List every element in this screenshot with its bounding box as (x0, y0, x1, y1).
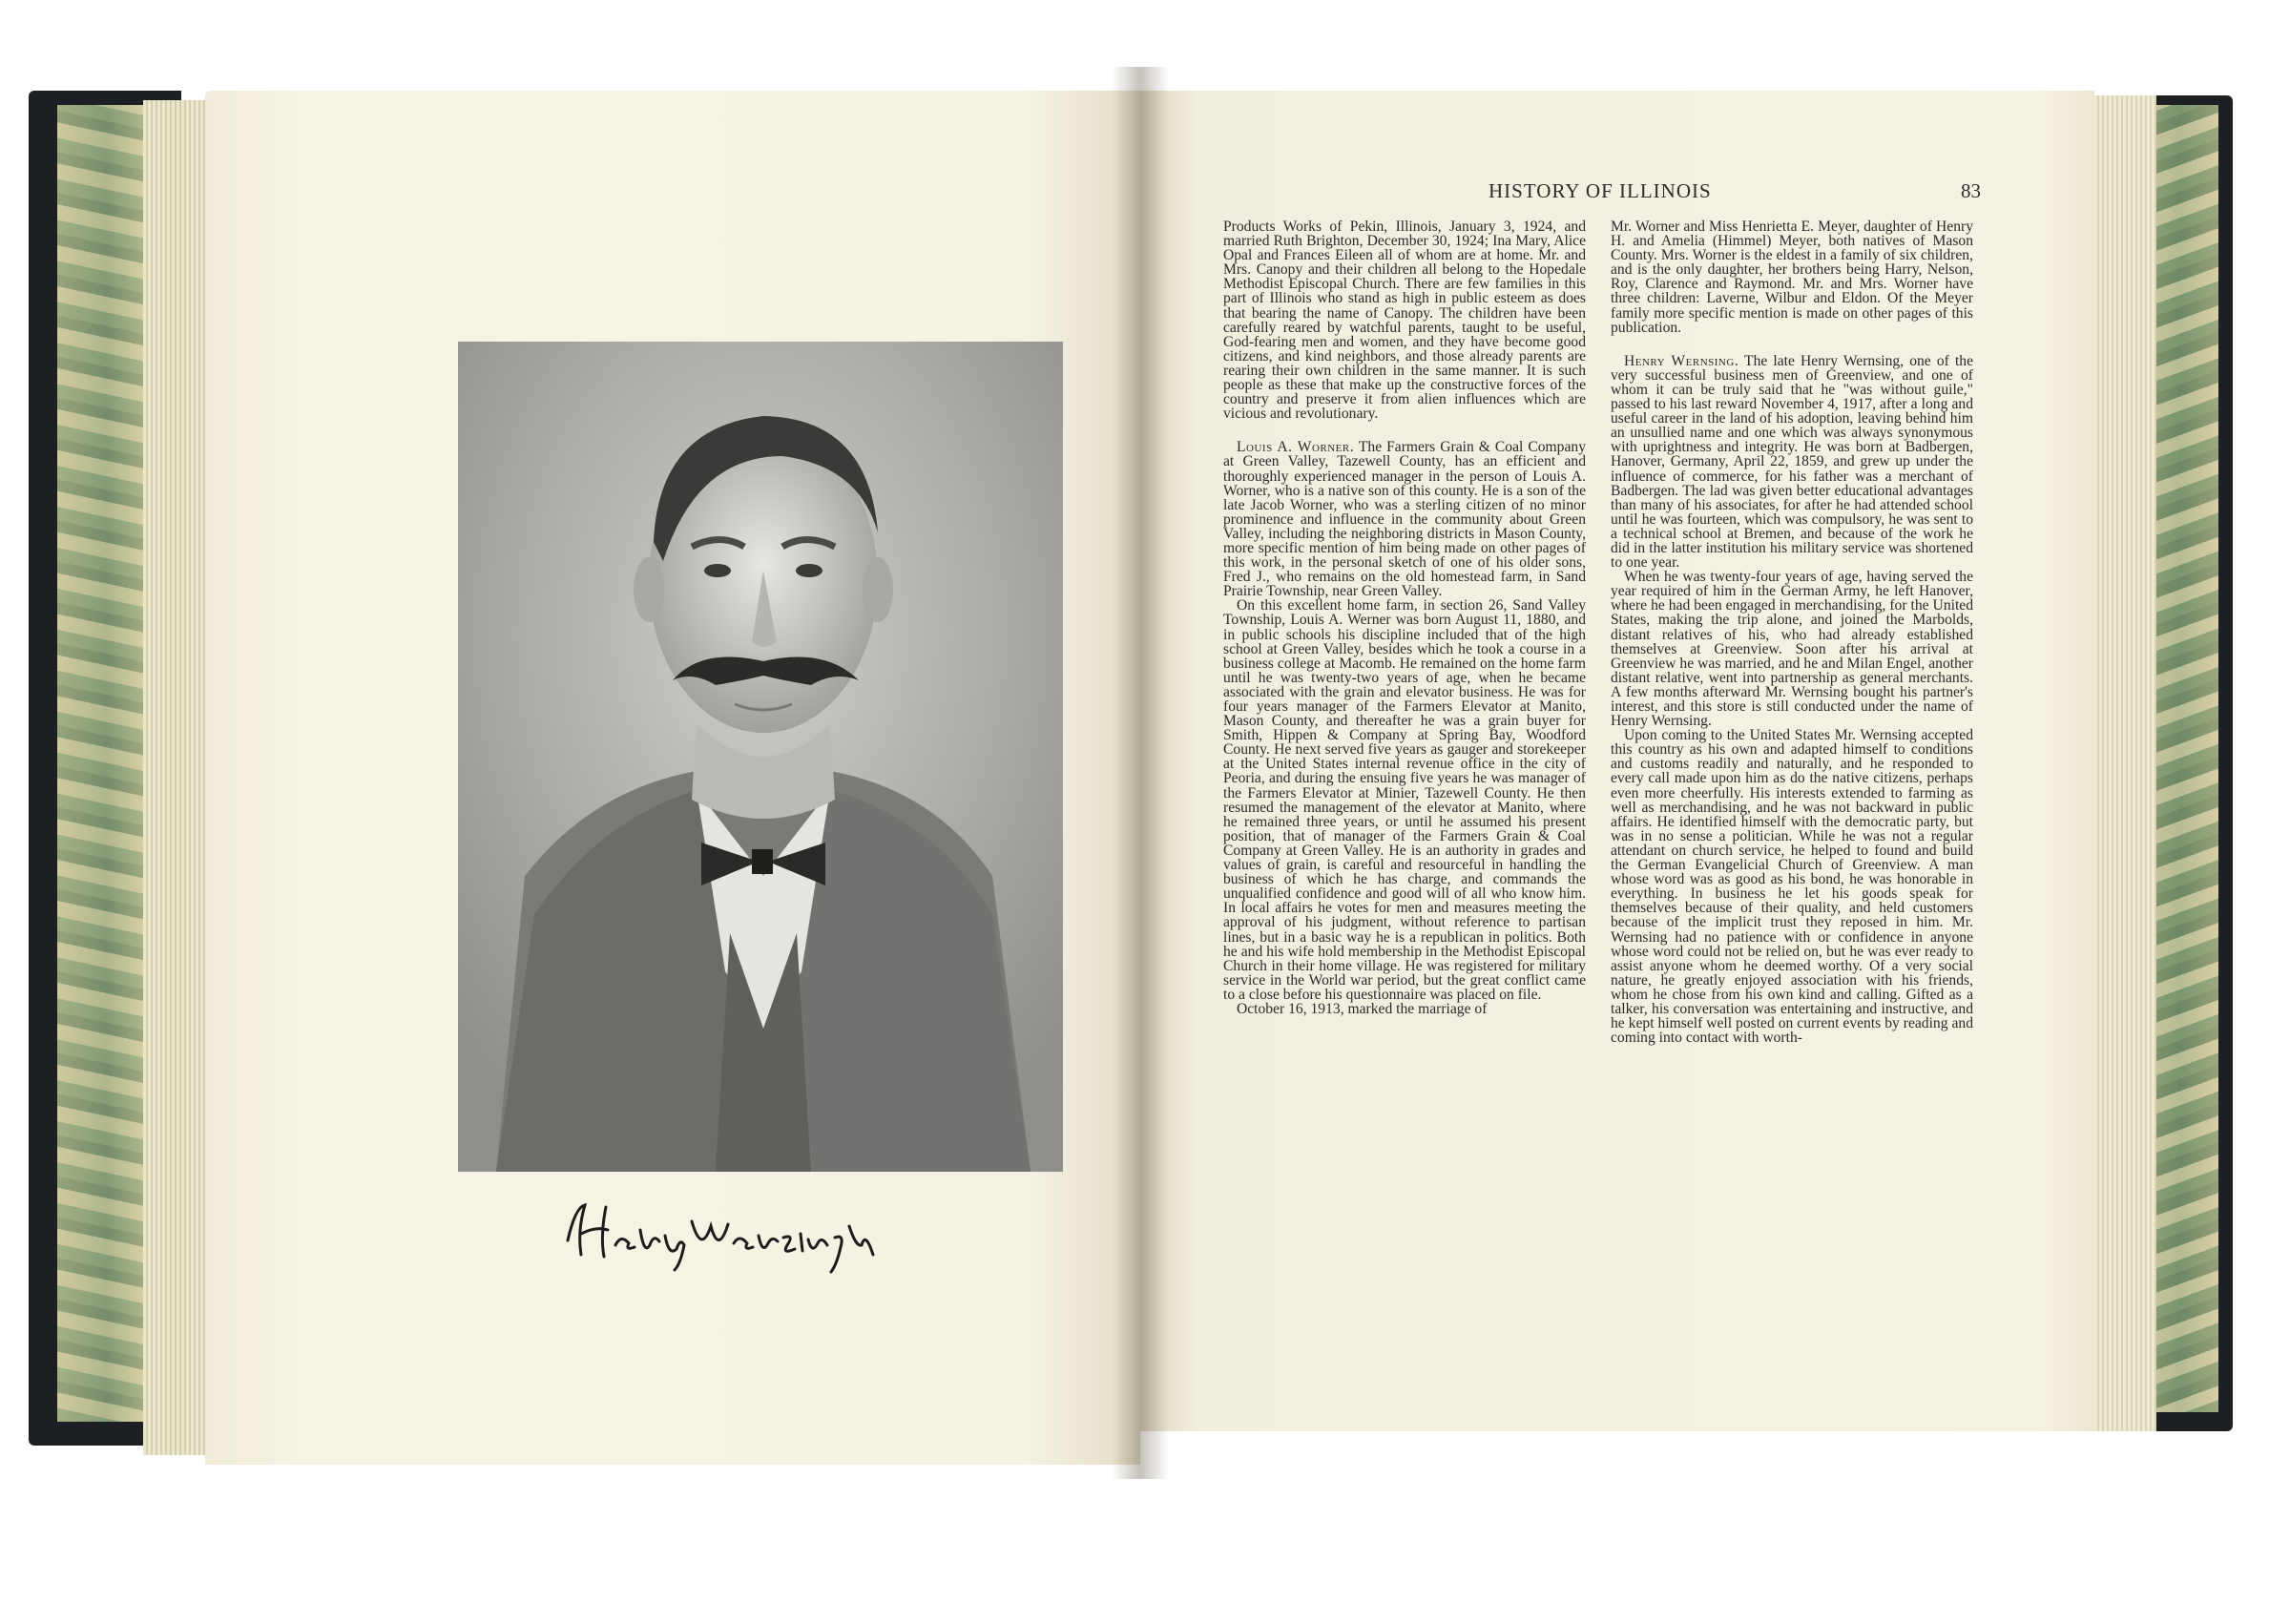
section-heading: Louis A. Worner. (1237, 439, 1355, 456)
signature-henry-wernsing (558, 1188, 940, 1274)
paragraph-body: The Farmers Grain & Coal Company at Green Valley, Tazewell County, has an efficient and thoroughly experienced manager in the person of Louis A. Worner, who is a native son of this county. He is a son of the late Jacob Worner, who was a sterling citizen of no minor prominence and influence in the community about Green Valley, including the neighboring districts in Mason County, more specific mention of him being made on other pages of this work, in the personal sketch of one of his older sons, Fred J., who remains on the old homestead farm, in Sand Prairie Township, near Green Valley. (1223, 439, 1586, 600)
paragraph-body: The late Henry Wernsing, one of the very successful business men of Greenview, and one of whom it can be truly said that he "was without guile," passed to his last reward November 4, 1917, after a long and useful career in the land of his adoption, leaving behind him an unsullied name and one which was always synonymous with uprightness and integrity. He was born at Badbergen, Hanover, Germany, April 22, 1859, and grew up under the influence of commerce, for his father was a merchant of Badbergen. The lad was given better educational advantages than many of his associates, for after he had attended school until he was fourteen, which was compulsory, he was sent to a technical school at Bremen, and because of the work he did in the latter institution his military service was shortened to one year. (1611, 352, 1973, 572)
paragraph: When he was twenty-four years of age, having served the year required of him in the German Army, he left Hanover, where he had been engaged in merchandising, for the United States, making the trip alone, and joined the Marbolds, distant relatives of his, who had already established themselves at Greenview. Soon after his arrival at Greenview he was married, and he and Milan Engel, another distant relative, went into partnership as general merchants. A few months afterward Mr. Wernsing bought his partner's interest, and this store is still conducted under the name of Henry Wernsing. (1611, 569, 1973, 730)
paragraph: Upon coming to the United States Mr. Wernsing accepted this country as his own and adapted himself to conditions and customs readily and naturally, and he responded to every call made upon him as do the native citizens, perhaps even more cheerfully. His interests extended to farming as well as merchandising, and he was not backward in public affairs. He identified himself with the democratic party, but was in no sense a politician. While he was not a regular attendant on church service, he helped to found and build the German Evangelicial Church of Greenview. A man whose word was as good as his bond, he was honorable in everything. In business he let his goods speak for themselves because of their quality, and held customers because of the implicit trust they reposed in him. Mr. Wernsing had no patience with or confidence in anyone whose word could not be relied on, but he was ever ready to assist anyone whom he deemed worthy. Of a very social nature, he greatly enjoyed association with his friends, whom he chose from his own kind and calling. Gifted as a talker, his conversation was entertaining and instructive, and he kept himself well posted on current events by reading and coming into contact with worth- (1611, 727, 1973, 1047)
book-gutter (1112, 67, 1169, 1479)
page-number: 83 (1961, 179, 1981, 202)
paragraph: Products Works of Pekin, Illinois, January 3, 1924, and married Ruth Brighton, December 30, 1924; Ina Mary, Alice Opal and Frances Eileen all of whom are at home. Mr. and Mrs. Canopy and their children all belong to the Hopedale Methodist Episcopal Church. There are few families in this part of Illinois who stand as high in public esteem as does that bearing the name of Canopy. The children have been carefully reared by watchful parents, taught to be useful, God-fearing men and women, and they have become good citizens, and kind neighbors, and those already parents are rearing their own children in the same manner. It is such people as these that make up the constructive forces of the country and preserve it from alien influences which are vicious and revolutionary. (1223, 219, 1586, 423)
section-heading: Henry Wernsing. (1624, 352, 1739, 369)
portrait-photo (458, 342, 1063, 1172)
paragraph-wernsing (1611, 354, 1973, 570)
paragraph-worner (1223, 440, 1586, 598)
running-head: HISTORY OF ILLINOIS (1488, 179, 1712, 202)
paragraph: On this excellent home farm, in section 26, Sand Valley Township, Louis A. Werner was born August 11, 1880, and in public schools his discipline included that of the high school at Green Valley, besides which he took a course in a business college at Macomb. He remained on the home farm until he was twenty-two years of age, when he became associated with the grain and elevator business. He was for four years manager of the Farmers Elevator at Manito, Mason County, and thereafter he was a grain buyer for Smith, Hippen & Company at Spring Bay, Woodford County. He next served five years as gauger and storekeeper at the United States internal revenue office in the city of Peoria, and during the ensuing five years he was manager of the Farmers Elevator at Minier, Tazewell County. He then resumed the management of the elevator at Manito, where he remained three years, or until he assumed his present position, that of manager of the Farmers Grain & Coal Company at Green Valley. He is an authority in grades and values of grain, is careful and resourceful in handling the business of which he has charge, and commands the unqualified confidence and good will of all who know him. In local affairs he votes for men and measures meeting the approval of his judgment, without reference to partisan lines, but in a basic way he is a republican in politics. Both he and his wife hold membership in the Methodist Episcopal Church in their home village. He was registered for military service in the World war period, but the great conflict came to a close before his questionnaire was placed on file. (1223, 597, 1586, 1003)
paragraph: Mr. Worner and Miss Henrietta E. Meyer, daughter of Henry H. and Amelia (Himmel) Meyer, both natives of Mason County. Mrs. Worner is the eldest in a family of six children, and is the only daughter, her brothers being Harry, Nelson, Roy, Clarence and Raymond. Mr. and Mrs. Worner have three children: Laverne, Wilbur and Eldon. Of the Meyer family more specific mention is made on other pages of this publication. (1611, 219, 1973, 336)
portrait-illustration (458, 342, 1063, 1172)
text-column-right (1611, 219, 1973, 1374)
paragraph: October 16, 1913, marked the marriage of (1237, 1000, 1488, 1017)
page-stack-right (2090, 95, 2156, 1431)
text-column-left (1223, 219, 1586, 1374)
